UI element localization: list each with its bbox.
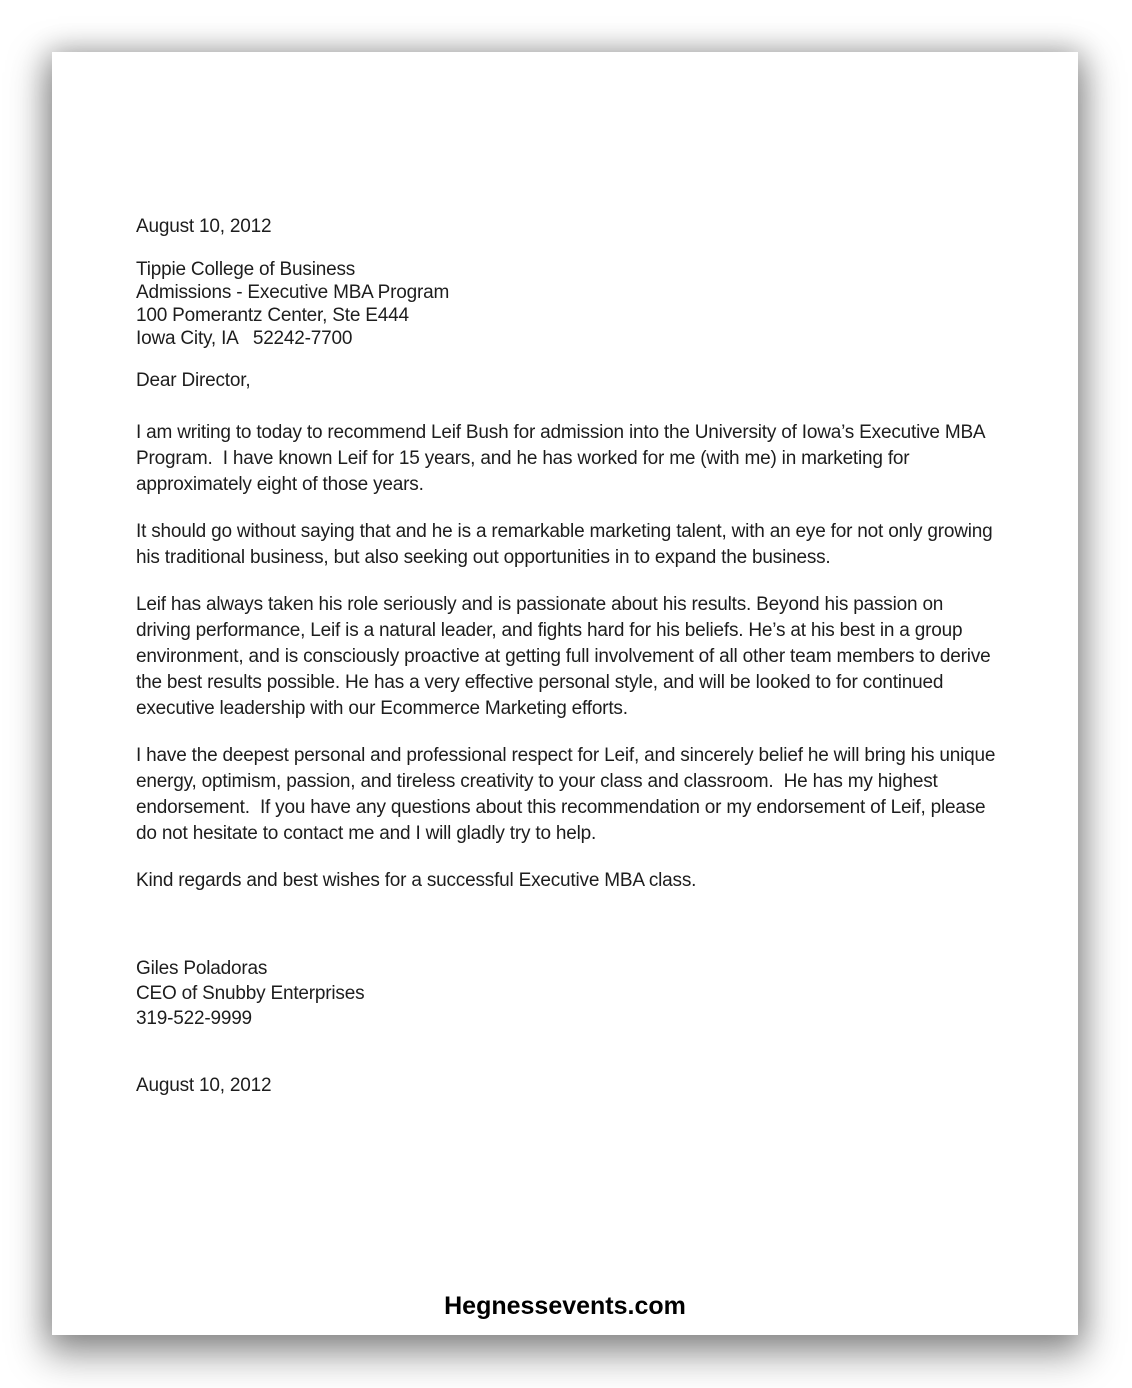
letter-date-bottom: August 10, 2012	[136, 1075, 272, 1096]
footer-site-name: Hegnessevents.com	[444, 1292, 686, 1320]
body-paragraph-2: It should go without saying that and he is a remarkable marketing talent, with an eye for not only growing his traditional business, but also seeking out opportunities in to expand the business.	[136, 521, 998, 568]
signature-name: Giles Poladoras	[136, 958, 268, 979]
signature-title: CEO of Snubby Enterprises	[136, 983, 365, 1004]
body-paragraph-3: Leif has always taken his role seriously and is passionate about his results. Beyond his passion on driving performance, Leif is a natural leader, and fights hard for his beliefs. He’s at his best in a group environment, and is consciously proactive at getting full involvement of all other team members to derive the best results possible. He has a very effective personal style, and will be looked to for continued executive leadership with our Ecommerce Marketing efforts.	[136, 594, 996, 719]
salutation: Dear Director,	[136, 370, 251, 391]
recipient-line-street: 100 Pomerantz Center, Ste E444	[136, 305, 409, 326]
body-paragraph-1: I am writing to today to recommend Leif Bush for admission into the University of Iowa’s Executive MBA Program. I have known Leif for 15 years, and he has worked for me (with me) in marketing for approximately eight of those years.	[136, 422, 990, 495]
recipient-line-department: Admissions - Executive MBA Program	[136, 282, 450, 303]
signature-block	[136, 956, 1002, 1031]
letter-page	[52, 52, 1078, 1335]
signature-phone: 319-522-9999	[136, 1008, 252, 1029]
letter-date-top: August 10, 2012	[136, 216, 272, 237]
body-paragraph-4: I have the deepest personal and professional respect for Leif, and sincerely belief he will bring his unique energy, optimism, passion, and tireless creativity to your class and classroom. He has my highest endorsement. If you have any questions about this recommendation or my endorsement of Leif, please do not hesitate to contact me and I will gladly try to help.	[136, 745, 1001, 844]
recipient-line-city-zip: Iowa City, IA 52242-7700	[136, 328, 353, 349]
recipient-address-block	[136, 258, 1002, 350]
recipient-line-organization: Tippie College of Business	[136, 259, 356, 280]
letter-content	[52, 52, 1078, 1099]
closing-line: Kind regards and best wishes for a successful Executive MBA class.	[136, 870, 697, 891]
